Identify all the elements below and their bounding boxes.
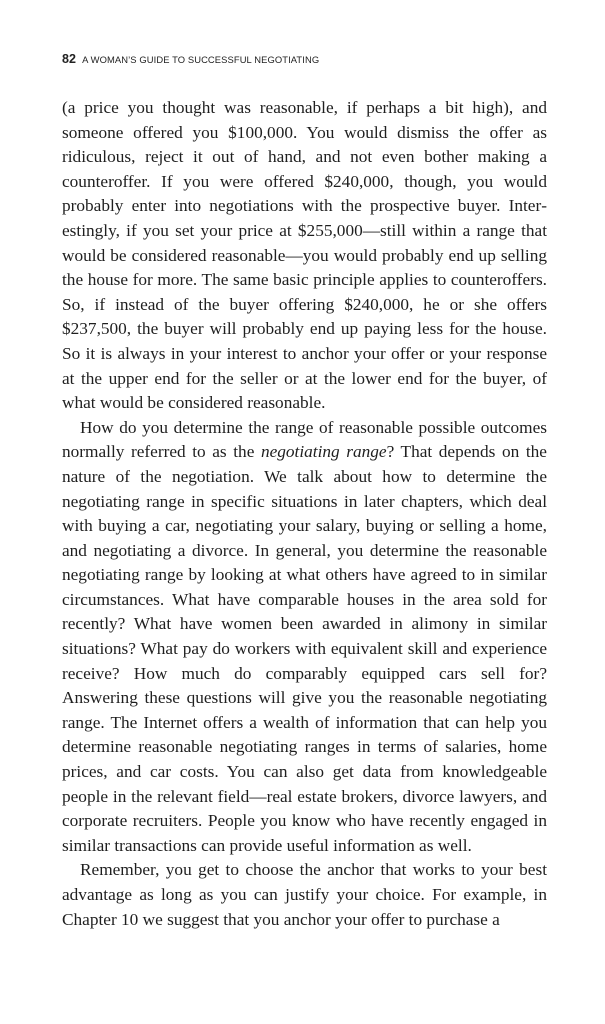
paragraph: Remember, you get to choose the anchor that works to your best advantage as long as you can justify your choice. For example, in Chapter 10 we suggest that you anchor your offer to purchase a xyxy=(62,860,547,929)
paragraph: (a price you thought was reasonable, if perhaps a bit high), and someone offered you $100,000. You would dismiss the offer as ridiculous, reject it out of hand, and not even bother making a counteroffer. If you were offered $240,000, though, you would probably enter into negotiations with the prospective buyer. Interestingly, if you set your price at $255,000—still within a range that would be considered reasonable—you would probably end up selling the house for more. The same basic principle applies to counteroffers. So, if instead of the buyer offering $240,000, he or she offers $237,500, the buyer will probably end up paying less for the house. So it is always in your interest to anchor your offer or your response at the upper end for the seller or at the lower end for the buyer, of what would be considered reasonable. xyxy=(62,98,547,413)
paragraph xyxy=(62,416,547,859)
page-number: 82 xyxy=(62,52,77,66)
paragraph-text-before: How do you determine the range of reasonable possible outcomes normally referred to as the xyxy=(62,417,547,462)
book-page xyxy=(62,52,547,932)
running-head xyxy=(62,52,547,66)
emphasized-term: negotiating range xyxy=(260,442,387,462)
body-text xyxy=(62,96,547,932)
paragraph-text-after: ? That depends on the nature of the negotiation. We talk about how to determine the negotiating range in specific situations in later chapters, which deal with buying a car, negotiating your salary, buying or selling a home, and negotiating a divorce. In general, you determine the reasonable negotiating range by looking at what others have agreed to in similar circumstances. What have comparable houses in the area sold for recently? What have women been awarded in alimony in similar situations? What pay do workers with equivalent skill and experience receive? How much do comparably equipped cars sell for? Answering these questions will give you the reasonable negotiating range. The Internet offers a wealth of information that can help you determine reasonable negotiating ranges in terms of salaries, home prices, and car costs. You can also get data from knowledgeable people in the relevant field—real estate brokers, divorce lawyers, and corporate recruiters. People you know who have recently engaged in similar transactions can provide useful information as well. xyxy=(62,442,547,855)
running-head-title: A WOMAN’S GUIDE TO SUCCESSFUL NEGOTIATING xyxy=(82,54,320,65)
